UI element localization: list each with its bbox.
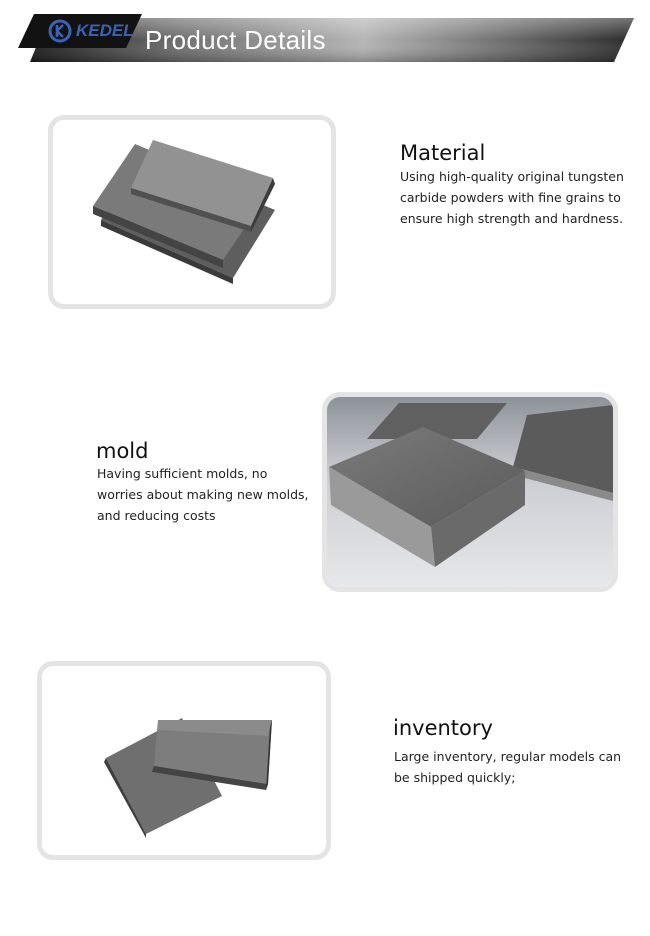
page-title: Product Details — [145, 25, 326, 55]
material-image-frame — [48, 115, 336, 309]
mold-title: mold — [96, 439, 149, 463]
kedel-logo-icon — [48, 19, 72, 43]
inventory-title: inventory — [393, 716, 493, 740]
carbide-sheets-image — [42, 666, 326, 855]
carbide-plates-image — [53, 120, 331, 304]
mold-image-frame — [322, 392, 618, 592]
material-description: Using high-quality original tungsten carbide powders with fine grains to ensure high strength and hardness. — [400, 169, 624, 226]
carbide-blocks-photo — [327, 397, 613, 587]
inventory-description: Large inventory, regular models can be shipped quickly; — [394, 749, 622, 785]
inventory-image-frame — [37, 661, 331, 860]
mold-description: Having sufficient molds, no worries about making new molds, and reducing costs — [97, 466, 309, 523]
material-title: Material — [400, 141, 486, 165]
logo-text: KEDEL — [76, 21, 134, 40]
header-banner — [18, 14, 634, 66]
